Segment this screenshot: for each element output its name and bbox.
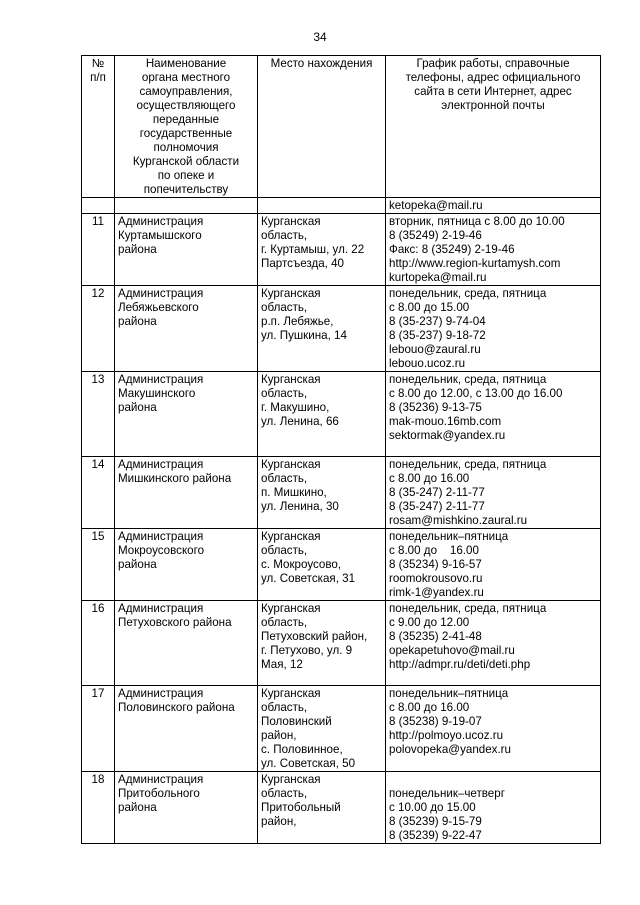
table-row [82,601,601,686]
contacts-line: с 10.00 до 15.00 [389,801,476,814]
header-line: телефоны, адрес официального [405,71,581,84]
contacts-line: понедельник–пятница [389,687,509,700]
address-line: область, [261,229,308,242]
name-line: Мишкинского района [118,472,232,485]
row-number [82,198,115,214]
authorities-table [81,55,601,844]
name-line: района [118,315,157,328]
header-contacts [386,56,601,198]
header-line: Наименование [145,57,227,70]
table-row [82,772,601,844]
name-line: Администрация [118,773,204,786]
address-line: область, [261,787,308,800]
address-line: г. Петухово, ул. 9 [261,644,353,657]
row-number: 16 [82,601,115,686]
contacts-line: с 8.00 до 12.00, с 13.00 до 16.00 [389,387,563,400]
authority-name-cell [115,457,258,529]
header-line: График работы, справочные [416,57,570,70]
location-cell [258,529,386,601]
contacts-line: 8 (35239) 9-22-47 [389,829,482,842]
contacts-line: с 8.00 до 16.00 [389,544,479,557]
contacts-cell [386,772,601,844]
address-line: ул. Ленина, 30 [261,500,339,513]
header-line: сайта в сети Интернет, адрес [414,85,572,98]
address-line: ул. Советская, 31 [261,572,356,585]
address-line: район, [261,815,297,828]
name-line: района [118,243,157,256]
address-line: Курганская [261,773,321,786]
name-line: Администрация [118,373,204,386]
contacts-line: 8 (35-237) 9-74-04 [389,315,486,328]
contacts-line: 8 (35249) 2-19-46 [389,229,482,242]
address-line: Курганская [261,215,321,228]
address-line: Половинский [261,715,332,728]
contacts-line: 8 (35236) 9-13-75 [389,401,482,414]
address-line: с. Мокроусово, [261,558,342,571]
address-line: г. Куртамыш, ул. 22 [261,243,365,256]
address-line: Курганская [261,373,321,386]
address-line: область, [261,472,308,485]
location-cell [258,214,386,286]
header-authority-name [115,56,258,198]
name-line: Администрация [118,530,204,543]
location-cell [258,286,386,372]
name-line: Макушинского [118,387,196,400]
contacts-line: http://admpr.ru/deti/deti.php [389,658,531,671]
authority-name-cell [115,686,258,772]
address-line: область, [261,701,308,714]
contacts-cell [386,286,601,372]
contacts-cell [386,372,601,457]
contacts-line: ketopeka@mail.ru [389,199,483,212]
name-line: Притобольного [118,787,200,800]
authority-name-cell [115,214,258,286]
table-row [82,198,601,214]
table-row [82,214,601,286]
address-line: Курганская [261,287,321,300]
authority-name-cell [115,772,258,844]
name-line: Администрация [118,687,204,700]
authority-name-cell [115,601,258,686]
contacts-cell [386,214,601,286]
contacts-line: 8 (35235) 2-41-48 [389,630,482,643]
contacts-line: rimk-1@yandex.ru [389,586,484,599]
contacts-line: kurtopeka@mail.ru [389,271,487,284]
address-line: р.п. Лебяжье, [261,315,334,328]
location-cell [258,198,386,214]
contacts-line: 8 (35-247) 2-11-77 [389,486,485,499]
contacts-line: понедельник, среда, пятница [389,602,547,615]
header-line: попечительству [143,183,229,196]
address-line: ул. Советская, 50 [261,757,356,770]
contacts-line: lebouo.ucoz.ru [389,357,466,370]
address-line: ул. Ленина, 66 [261,415,339,428]
contacts-line: 8 (35239) 9-15-79 [389,815,482,828]
address-line: Притобольный [261,801,341,814]
contacts-line: вторник, пятница с 8.00 до 10.00 [389,215,565,228]
contacts-line: понедельник, среда, пятница [389,287,547,300]
row-number: 15 [82,529,115,601]
address-line: Курганская [261,602,321,615]
contacts-line: polovopeka@yandex.ru [389,743,511,756]
name-line: Администрация [118,458,204,471]
authority-name-cell [115,372,258,457]
name-line: Половинского района [118,701,235,714]
address-line: Курганская [261,687,321,700]
page-number: 34 [313,30,327,44]
table-row [82,286,601,372]
location-cell [258,686,386,772]
address-line: Курганская [261,530,321,543]
name-line: Администрация [118,215,204,228]
header-line: полномочия [153,141,219,154]
address-line: область, [261,616,308,629]
row-number: 18 [82,772,115,844]
location-cell [258,372,386,457]
authority-name-cell [115,529,258,601]
name-line: Мокроусовского [118,544,205,557]
contacts-line: понедельник–четверг [389,787,505,800]
contacts-line: roomokrousovo.ru [389,572,483,585]
table-row [82,686,601,772]
name-line: района [118,801,157,814]
address-line: Курганская [261,458,321,471]
contacts-cell [386,686,601,772]
address-line: область, [261,544,308,557]
address-line: Партсъезда, 40 [261,257,345,270]
contacts-cell [386,198,601,214]
name-line: района [118,401,157,414]
address-line: п. Мишкино, [261,486,327,499]
header-line: самоуправления, [139,85,233,98]
header-line: государственные [139,127,233,140]
row-number: 13 [82,372,115,457]
name-line: Петуховского района [118,616,232,629]
address-line: Мая, 12 [261,658,303,671]
contacts-cell [386,529,601,601]
contacts-cell [386,601,601,686]
header-line: Место нахождения [270,57,373,70]
row-number: 11 [82,214,115,286]
table-row [82,457,601,529]
location-cell [258,601,386,686]
address-line: район, [261,729,297,742]
header-location [258,56,386,198]
name-line: Администрация [118,602,204,615]
contacts-line [389,773,597,787]
header-line: органа местного [141,71,231,84]
contacts-line: mak-mouo.16mb.com [389,415,502,428]
row-number: 17 [82,686,115,772]
contacts-line: 8 (35238) 9-19-07 [389,715,482,728]
contacts-line: с 8.00 до 15.00 [389,301,470,314]
header-line: Курганской области [132,155,240,168]
header-line: по опеке и [157,169,215,182]
contacts-cell [386,457,601,529]
contacts-line: lebouo@zaural.ru [389,343,481,356]
header-line: переданные [152,113,220,126]
header-line: электронной почты [441,99,545,112]
contacts-line: opekapetuhovo@mail.ru [389,644,515,657]
contacts-line: 8 (35234) 9-16-57 [389,558,482,571]
address-line: с. Половинное, [261,743,343,756]
address-line: г. Макушино, [261,401,330,414]
contacts-line: Факс: 8 (35249) 2-19-46 [389,243,515,256]
table-row [82,529,601,601]
contacts-line: sektormak@yandex.ru [389,429,506,442]
contacts-line: понедельник, среда, пятница [389,458,547,471]
address-line: область, [261,387,308,400]
contacts-line: понедельник, среда, пятница [389,373,547,386]
contacts-line: rosam@mishkino.zaural.ru [389,514,528,527]
contacts-line: http://www.region-kurtamysh.com [389,257,561,270]
name-line: Администрация [118,287,204,300]
authority-name-cell [115,286,258,372]
authority-name-cell [115,198,258,214]
header-line: осуществляющего [136,99,236,112]
row-number: 12 [82,286,115,372]
location-cell [258,457,386,529]
address-line: Петуховский район, [261,630,368,643]
address-line: область, [261,301,308,314]
contacts-line: 8 (35-247) 2-11-77 [389,500,485,513]
table-header-row [82,56,601,198]
name-line: Куртамышского [118,229,202,242]
address-line: ул. Пушкина, 14 [261,329,347,342]
table-row [82,372,601,457]
contacts-line: с 9.00 до 12.00 [389,616,470,629]
name-line: Лебяжьевского [118,301,199,314]
header-line: № [91,57,105,70]
location-cell [258,772,386,844]
contacts-line: с 8.00 до 16.00 [389,472,470,485]
header-line: п/п [90,71,106,84]
contacts-line: понедельник–пятница [389,530,509,543]
contacts-line: с 8.00 до 16.00 [389,701,470,714]
name-line: района [118,558,157,571]
contacts-line: http://polmoyo.ucoz.ru [389,729,504,742]
row-number: 14 [82,457,115,529]
header-number [82,56,115,198]
contacts-line: 8 (35-237) 9-18-72 [389,329,486,342]
